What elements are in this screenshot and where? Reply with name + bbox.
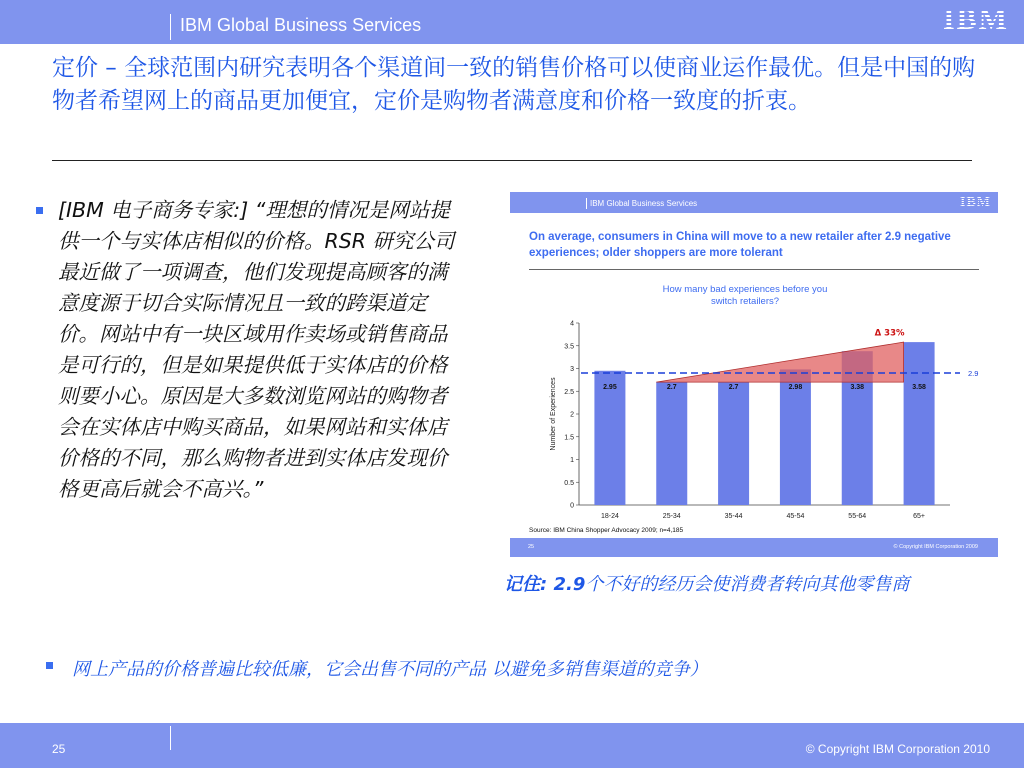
page-number: 25 [52, 742, 66, 756]
x-tick-label: 45-54 [786, 513, 805, 520]
y-tick-label: 1.5 [564, 434, 574, 442]
x-tick-label: 25-34 [662, 513, 681, 520]
copyright: © Copyright IBM Corporation 2010 [805, 742, 990, 756]
note-prefix: 记住: 2.9 [504, 574, 586, 595]
y-tick-label: 0.5 [564, 479, 574, 487]
chart-source: Source: IBM China Shopper Advocacy 2009; n=4,185 [529, 527, 684, 534]
key-note [504, 572, 974, 597]
header-bar [0, 0, 1024, 44]
x-tick-label: 18-24 [600, 513, 619, 520]
footer-separator [170, 726, 171, 750]
bottom-bullet-text: 网上产品的价格普遍比较低廉，它会出售不同的产品 以避免多销售渠道的竞争） [72, 659, 708, 680]
embedded-header-separator [586, 198, 587, 209]
bullet-marker [36, 207, 43, 214]
bar-value-label: 3.58 [912, 384, 926, 392]
y-tick-label: 3.5 [564, 343, 574, 351]
embedded-brand: IBM Global Business Services [590, 199, 698, 208]
embedded-title: On average, consumers in China will move to a new retailer after 2.9 negative experiences; older shoppers are more tolerant [529, 231, 951, 259]
embedded-slide [510, 192, 998, 562]
embedded-ibm-logo: IBM [960, 195, 991, 210]
bar-value-label: 2.7 [666, 384, 677, 392]
embedded-header [510, 192, 998, 213]
y-tick-label: 0 [570, 502, 574, 510]
y-tick-label: 1 [570, 457, 574, 464]
bar [656, 382, 687, 505]
y-axis-label: Number of Experiences [550, 377, 557, 451]
header-brand: IBM Global Business Services [180, 15, 422, 35]
y-tick-label: 3 [570, 366, 574, 373]
ibm-logo: IBM [943, 3, 1009, 36]
chart-bars [581, 342, 960, 505]
chart-title-line-2: switch retailers? [710, 296, 780, 307]
chart-title-line-1: How many bad experiences before you [662, 284, 828, 295]
footer-bar [0, 723, 1024, 768]
embedded-page-number: 25 [528, 544, 535, 550]
reference-line-label: 2.9 [968, 369, 979, 379]
title-divider [52, 160, 972, 161]
bar [718, 382, 749, 505]
y-tick-label: 2.5 [564, 388, 574, 396]
bar-value-label: 3.38 [850, 384, 865, 392]
x-tick-label: 55-64 [848, 513, 867, 520]
note-text: 个不好的经历会使消费者转向其他零售商 [585, 574, 910, 595]
bar-chart [510, 277, 998, 537]
bar [904, 342, 935, 505]
left-bullet-text: [IBM 电子商务专家:] “理想的情况是网站提供一个与实体店相似的价格。RSR 研究公司最近做了一项调查，他们发现提高顾客的满意度源于切合实际情况且一致的跨渠道定价。网站中有一块区域用作卖场或销售商品是可行的，但是如果提供低于实体店的价格则要小心。原因是大多数浏览网站的购物者会在实体店中购买商品，如果网站和实体店价格的不同，那么购物者进到实体店发现价格更高后就会不高兴。” [58, 198, 455, 501]
increase-triangle [656, 342, 903, 382]
y-tick-label: 4 [570, 320, 574, 328]
embedded-divider [529, 269, 979, 270]
y-tick-label: 2 [570, 411, 574, 419]
bar-value-label: 2.98 [788, 384, 803, 392]
x-tick-label: 35-44 [724, 513, 743, 520]
embedded-footer [510, 538, 998, 557]
slide-title: 定价 – 全球范围内研究表明各个渠道间一致的销售价格可以使商业运作最优。但是中国的购物者希望网上的商品更加便宜，定价是购物者满意度和价格一致度的折衷。 [52, 55, 976, 114]
bar-value-label: 2.95 [603, 384, 617, 392]
bullet-marker-2 [46, 662, 53, 669]
x-tick-label: 65+ [913, 513, 926, 520]
bar-value-label: 2.7 [728, 384, 739, 392]
embedded-copyright: © Copyright IBM Corporation 2009 [893, 544, 978, 550]
delta-annotation: Δ 33% [874, 328, 905, 339]
chart-title [663, 284, 828, 307]
header-separator [170, 14, 171, 40]
